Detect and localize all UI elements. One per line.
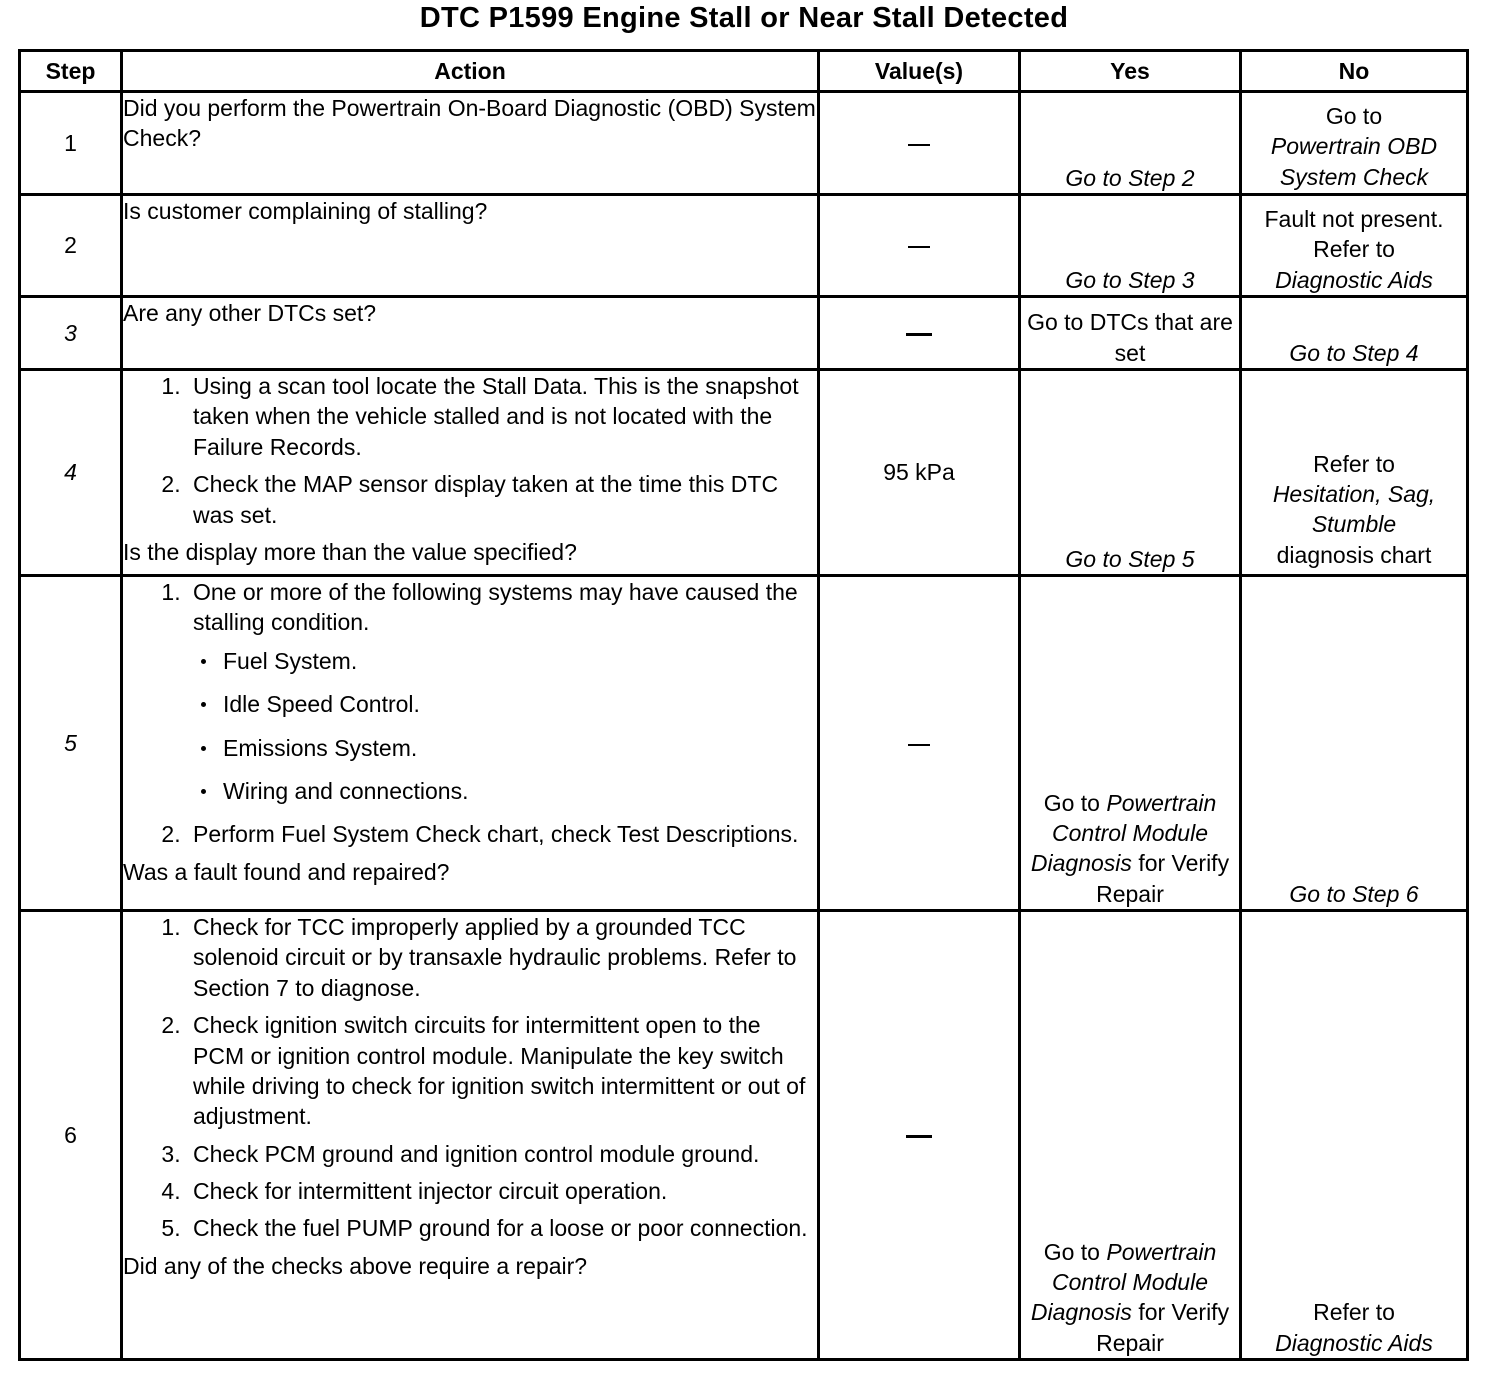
- action-step: 1. Check for TCC improperly applied by a grounded TCC solenoid circuit or by transaxle hydraulic problems. Refer to Section 7 to diagnose.: [187, 912, 817, 1003]
- action-step: 2. Check ignition switch circuits for intermittent open to the PCM or ignition control module. Manipulate the key switch while driving to check for ignition switch intermittent or out of adjustment.: [187, 1010, 817, 1131]
- no-cell: [1241, 370, 1468, 576]
- step-number: 5: [20, 576, 122, 911]
- no-text: Go to Step 4: [1289, 339, 1419, 366]
- no-prefix: Fault not present. Refer to: [1264, 206, 1444, 263]
- action-cell: [122, 297, 819, 370]
- yes-cell: [1020, 92, 1241, 195]
- action-steps-list: [123, 912, 817, 1244]
- step-number: 2: [20, 195, 122, 297]
- action-question: Are any other DTCs set?: [123, 300, 377, 327]
- no-link-text: Hesitation, Sag, Stumble: [1272, 481, 1436, 538]
- table-row: [20, 92, 1468, 195]
- yes-prefix: Go to: [1043, 789, 1100, 816]
- bullet-item: Fuel System.: [193, 646, 817, 676]
- no-cell: [1241, 576, 1468, 911]
- yes-prefix: Go to: [1043, 1238, 1100, 1265]
- system-bullet-list: [193, 646, 817, 806]
- yes-text: Go to Step 3: [1065, 266, 1195, 293]
- yes-cell: [1020, 195, 1241, 297]
- action-question: Did you perform the Powertrain On-Board Diagnostic (OBD) System Check?: [123, 95, 816, 152]
- em-dash: [908, 246, 930, 248]
- step-number: 4: [20, 370, 122, 576]
- no-link-text: Diagnostic Aids: [1275, 1329, 1433, 1356]
- step-number: 1: [20, 92, 122, 195]
- table-row: [20, 911, 1468, 1360]
- action-step: 2. Perform Fuel System Check chart, check Test Descriptions.: [187, 819, 817, 849]
- bullet-item: Emissions System.: [193, 733, 817, 763]
- action-step: 1. Using a scan tool locate the Stall Data. This is the snapshot taken when the vehicle stalled and is not located with the Failure Records.: [187, 371, 817, 462]
- step-number: 3: [20, 297, 122, 370]
- action-step-text: One or more of the following systems may have caused the stalling condition.: [193, 579, 798, 636]
- yes-suffix: for Verify Repair: [1096, 850, 1230, 907]
- yes-suffix: for Verify Repair: [1096, 1299, 1230, 1356]
- action-steps-list: [123, 577, 817, 850]
- yes-text: Go to Step 2: [1065, 164, 1195, 191]
- action-question: Is customer complaining of stalling?: [123, 198, 488, 224]
- value-cell: [819, 911, 1020, 1360]
- yes-text: Go to Step 5: [1065, 545, 1195, 572]
- action-cell: [122, 911, 819, 1360]
- value-text: 95 kPa: [883, 459, 955, 486]
- table-row: [20, 297, 1468, 370]
- yes-cell: [1020, 370, 1241, 576]
- action-step: [187, 577, 817, 806]
- page-title: DTC P1599 Engine Stall or Near Stall Detected: [419, 2, 1069, 34]
- header-yes: Yes: [1020, 51, 1241, 92]
- diagnostic-table: [18, 49, 1469, 1361]
- value-cell: [819, 297, 1020, 370]
- action-question: Was a fault found and repaired?: [123, 858, 450, 885]
- no-cell: [1241, 92, 1468, 195]
- table-row: [20, 370, 1468, 576]
- yes-link-text: Powertrain Control Module Diagnosis: [1030, 789, 1217, 877]
- action-step: 5. Check the fuel PUMP ground for a loose or poor connection.: [187, 1213, 817, 1243]
- no-cell: [1241, 297, 1468, 370]
- em-dash: [908, 744, 930, 746]
- value-cell: [819, 195, 1020, 297]
- no-prefix: Refer to: [1313, 450, 1395, 477]
- action-step: 4. Check for intermittent injector circuit operation.: [187, 1176, 817, 1206]
- header-no: No: [1241, 51, 1468, 92]
- bullet-item: Idle Speed Control.: [193, 689, 817, 719]
- no-link-text: Diagnostic Aids: [1275, 266, 1433, 293]
- header-value: Value(s): [819, 51, 1020, 92]
- bullet-item: Wiring and connections.: [193, 776, 817, 806]
- table-row: [20, 195, 1468, 297]
- action-step: 3. Check PCM ground and ignition control module ground.: [187, 1139, 817, 1169]
- yes-link-text: Powertrain Control Module Diagnosis: [1030, 1238, 1217, 1326]
- value-cell: [819, 576, 1020, 911]
- header-action: Action: [122, 51, 819, 92]
- yes-cell: [1020, 576, 1241, 911]
- yes-cell: [1020, 911, 1241, 1360]
- em-dash: [906, 333, 932, 336]
- value-cell: [819, 92, 1020, 195]
- action-cell: [122, 195, 819, 297]
- no-cell: [1241, 195, 1468, 297]
- no-suffix: diagnosis chart: [1276, 541, 1432, 568]
- action-cell: [122, 576, 819, 911]
- action-cell: [122, 370, 819, 576]
- em-dash: [906, 1135, 932, 1138]
- header-step: Step: [20, 51, 122, 92]
- no-link-text: Powertrain OBD System Check: [1270, 133, 1438, 190]
- action-question: Did any of the checks above require a repair?: [123, 1252, 588, 1279]
- no-text: Go to Step 6: [1289, 880, 1419, 907]
- action-cell: [122, 92, 819, 195]
- yes-cell: [1020, 297, 1241, 370]
- value-cell: [819, 370, 1020, 576]
- action-steps-list: [123, 371, 817, 530]
- step-number: 6: [20, 911, 122, 1360]
- no-prefix: Go to: [1325, 103, 1383, 129]
- yes-text: Go to DTCs that are set: [1027, 309, 1233, 366]
- action-question: Is the display more than the value specified?: [123, 538, 577, 565]
- em-dash: [908, 144, 930, 146]
- no-cell: [1241, 911, 1468, 1360]
- no-prefix: Refer to: [1313, 1299, 1395, 1326]
- table-row: [20, 576, 1468, 911]
- action-step: 2. Check the MAP sensor display taken at the time this DTC was set.: [187, 469, 817, 530]
- table-header-row: [20, 51, 1468, 92]
